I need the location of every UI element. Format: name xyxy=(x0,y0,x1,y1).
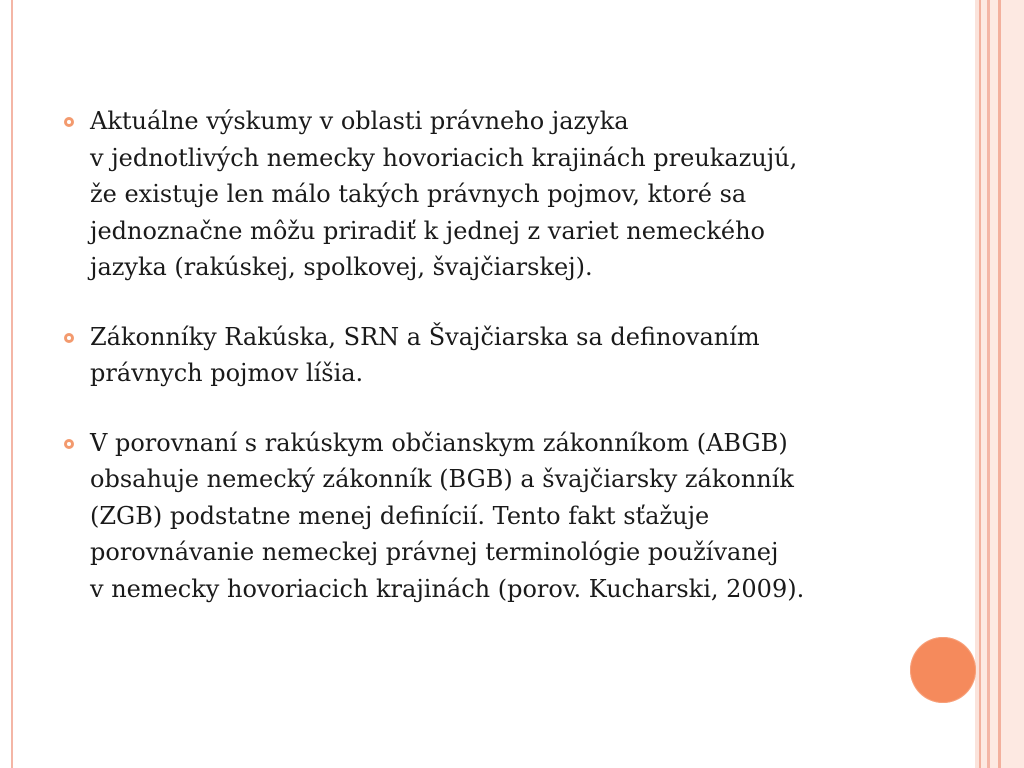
bullet-text-line: Aktuálne výskumy v oblasti právneho jazyka xyxy=(90,107,629,135)
right-decorative-stripes xyxy=(975,0,1024,768)
bullet-ring-icon xyxy=(64,333,74,343)
bullet-text-line: jazyka (rakúskej, spolkovej, švajčiarskej). xyxy=(90,253,593,281)
stripe xyxy=(990,0,998,768)
bullet-text-line: v jednotlivých nemecky hovoriacich krajinách preukazujú, xyxy=(90,143,798,172)
bullet-item xyxy=(60,319,940,392)
bullet-text-line: Zákonníky Rakúska, SRN a Švajčiarska sa definovaním xyxy=(90,322,760,351)
bullet-text-line: porovnávanie nemeckej právnej terminológie používanej xyxy=(90,538,779,566)
bullet-item xyxy=(60,103,940,286)
bullet-ring-icon xyxy=(64,117,74,127)
bullet-ring-icon xyxy=(64,439,74,449)
bullet-text-line: jednoznačne môžu priradiť k jednej z variet nemeckého xyxy=(90,216,765,245)
bullet-text-line: obsahuje nemecký zákonník (BGB) a švajčiarsky zákonník xyxy=(90,465,794,493)
decorative-orange-circle xyxy=(910,637,976,703)
left-border-line xyxy=(11,0,13,768)
bullet-text-line: V porovnaní s rakúskym občianskym zákonníkom (ABGB) xyxy=(90,428,788,457)
slide-content xyxy=(60,103,940,640)
bullet-text-line: (ZGB) podstatne menej definícií. Tento fakt sťažuje xyxy=(90,501,710,530)
bullet-text-line: že existuje len málo takých právnych pojmov, ktoré sa xyxy=(90,180,747,208)
bullet-text-line: právnych pojmov líšia. xyxy=(90,359,364,387)
bullet-item xyxy=(60,425,940,608)
stripe xyxy=(1001,0,1024,768)
bullet-text-line: v nemecky hovoriacich krajinách (porov. Kucharski, 2009). xyxy=(90,574,805,603)
